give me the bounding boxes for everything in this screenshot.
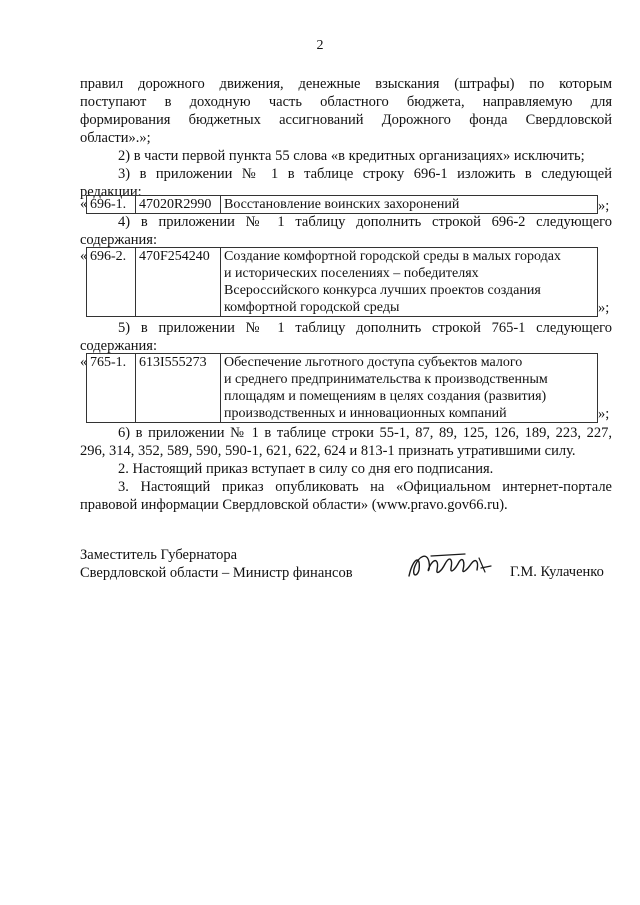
paragraph-item-2: [80, 147, 612, 165]
paragraph-clause-2: [80, 460, 612, 478]
text-line: редакции:: [80, 184, 142, 200]
signatory-position: [80, 546, 353, 582]
close-quote: »;: [598, 198, 610, 214]
text-line: формирования бюджетных ассигнований Дорожного фонда Свердловской: [80, 112, 612, 128]
text-line: области».»;: [80, 130, 151, 146]
paragraph-item-6: [80, 424, 612, 460]
row-code: 470F254240: [136, 248, 221, 317]
text-line: содержания:: [80, 338, 158, 354]
paragraph-item-4: [80, 213, 612, 249]
row-number: 696-1.: [87, 196, 136, 214]
table-row-765-1: [86, 353, 598, 423]
name-line: и среднего предпринимательства к производственным: [224, 372, 548, 387]
name-line: площадям и помещениям в целях создания (развития): [224, 389, 547, 404]
name-line: Создание комфортной городской среды в малых городах: [224, 249, 561, 264]
position-line: Свердловской области – Министр финансов: [80, 565, 353, 581]
close-quote: »;: [598, 300, 610, 316]
table-row-696-1: [86, 195, 598, 214]
text-line: 3) в приложении № 1 в таблице строку 696-1 изложить в следующей: [118, 166, 612, 182]
row-name: [221, 354, 598, 423]
paragraph-clause-3: [80, 478, 612, 514]
row-code: 613I555273: [136, 354, 221, 423]
text-line: 3. Настоящий приказ опубликовать на «Официальном интернет-портале: [118, 479, 612, 495]
open-quote: «: [80, 248, 88, 264]
open-quote: «: [80, 354, 88, 370]
text-line: 2) в части первой пункта 55 слова «в кредитных организациях» исключить;: [118, 148, 585, 164]
row-number: 696-2.: [87, 248, 136, 317]
text-line: содержания:: [80, 232, 158, 248]
handwritten-signature: [405, 548, 495, 584]
text-line: 6) в приложении № 1 в таблице строки 55-1, 87, 89, 125, 126, 189, 223, 227,: [118, 425, 612, 441]
close-quote: »;: [598, 406, 610, 422]
table-row-696-2: [86, 247, 598, 317]
paragraph-continuation: [80, 75, 612, 147]
position-line: Заместитель Губернатора: [80, 547, 238, 563]
text-line: 296, 314, 352, 589, 590, 590-1, 621, 622, 624 и 813-1 признать утратившими силу.: [80, 443, 576, 459]
text-line: 4) в приложении № 1 таблицу дополнить строкой 696-2 следующего: [118, 214, 612, 230]
open-quote: «: [80, 196, 88, 212]
row-name: Восстановление воинских захоронений: [221, 196, 598, 214]
text-line: 2. Настоящий приказ вступает в силу со дня его подписания.: [118, 461, 494, 477]
name-line: комфортной городской среды: [224, 300, 400, 315]
name-line: производственных и инновационных компаний: [224, 406, 507, 421]
paragraph-item-5: [80, 319, 612, 355]
name-line: Обеспечение льготного доступа субъектов малого: [224, 355, 523, 370]
signatory-name: Г.М. Кулаченко: [510, 564, 604, 580]
text-line: 5) в приложении № 1 таблицу дополнить строкой 765-1 следующего: [118, 320, 612, 336]
text-line: правовой информации Свердловской области» (www.pravo.gov66.ru).: [80, 497, 508, 513]
name-line: и исторических поселениях – победителях: [224, 266, 479, 281]
row-name: [221, 248, 598, 317]
name-line: Всероссийского конкурса лучших проектов создания: [224, 283, 541, 298]
row-code: 47020R2990: [136, 196, 221, 214]
page-number: 2: [316, 38, 324, 53]
text-line: правил дорожного движения, денежные взыскания (штрафы) по которым: [80, 76, 612, 92]
row-number: 765-1.: [87, 354, 136, 423]
text-line: поступают в доходную часть областного бюджета, направляемую для: [80, 94, 612, 110]
